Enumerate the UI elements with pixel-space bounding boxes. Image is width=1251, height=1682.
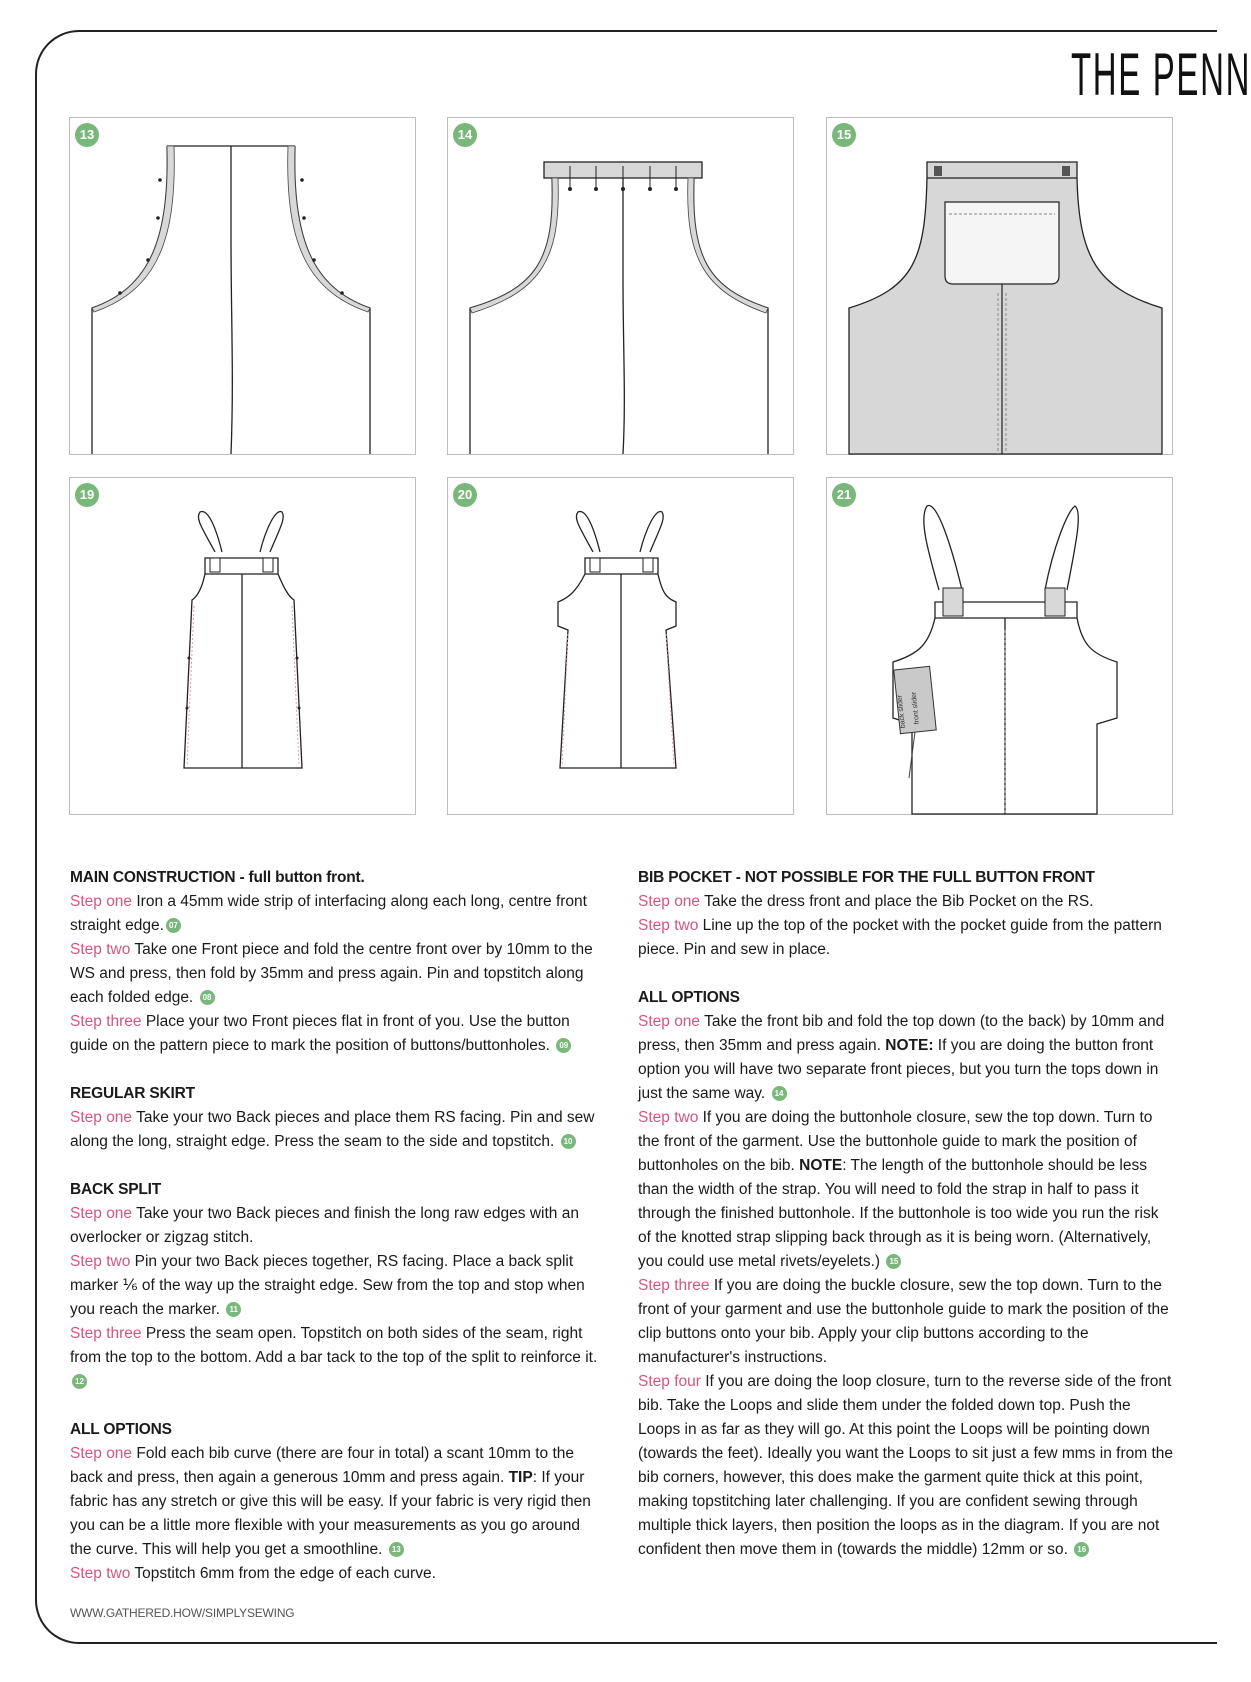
figure-ref-icon: 10	[561, 1134, 576, 1149]
instruction-step: Step three Press the seam open. Topstitch on both sides of the seam, right from the top to the bottom. Add a bar tack to the top of the split to reinforce it. 12	[70, 1322, 605, 1394]
step-label: Step three	[638, 1277, 710, 1294]
instruction-step: Step two Take one Front piece and fold the centre front over by 10mm to the WS and press, then fold by 35mm and press again. Pin and topstitch along each folded edge. 08	[70, 941, 593, 1006]
dress-split-diagram	[448, 478, 793, 814]
figure-number-badge: 19	[75, 483, 99, 507]
figure-14	[447, 117, 794, 455]
instruction-step: Step two Line up the top of the pocket with the pocket guide from the pattern piece. Pin and sew in place.	[638, 917, 1162, 958]
figure-number-badge: 21	[832, 483, 856, 507]
step-label: Step one	[70, 1445, 133, 1462]
instruction-step: Step three Place your two Front pieces flat in front of you. Use the button guide on the pattern piece to mark the position of buttons/buttonholes. 09	[70, 1013, 570, 1054]
step-label: Step one	[70, 1109, 133, 1126]
section-heading: MAIN CONSTRUCTION - full button front.	[70, 869, 365, 886]
section-heading: BACK SPLIT	[70, 1181, 162, 1198]
instruction-step: Step four If you are doing the loop closure, turn to the reverse side of the front bib. Take the Loops and slide them under the folded down top. Push the Loops in as far as they will go. At this point the Loops will be pointing down (towards the feet). Ideally you want the Loops to sit just a few mms in from the bib corners, however, this does make the garment quite thick at this point, making topstitching later challenging. If you are confident sewing through multiple thick layers, then position the loops as in the diagram. If you are not confident then move them in (towards the middle) 12mm or so. 16	[638, 1373, 1173, 1558]
figure-ref-icon: 12	[72, 1374, 87, 1389]
left-column	[70, 866, 605, 1586]
instruction-step: Step one Take the front bib and fold the top down (to the back) by 10mm and press, then 35mm and press again. NOTE: If you are doing the button front option you will have two separate front pieces, but you turn the tops down in just the same way. 14	[638, 1013, 1165, 1102]
figure-13	[69, 117, 416, 455]
figure-number-badge: 14	[453, 123, 477, 147]
step-label: Step one	[70, 1205, 133, 1222]
step-label: Step one	[638, 893, 701, 910]
step-label: Step three	[70, 1325, 142, 1342]
dress-back-sewn-diagram	[70, 478, 415, 814]
figure-number-badge: 15	[832, 123, 856, 147]
figure-21	[826, 477, 1173, 815]
front-slider-label: front slider	[910, 691, 921, 725]
step-label: Step two	[638, 1109, 699, 1126]
page-title: THE PENN	[1071, 41, 1251, 108]
step-label: Step two	[70, 1565, 131, 1582]
section-heading: ALL OPTIONS	[638, 989, 740, 1006]
figure-15	[826, 117, 1173, 455]
instruction-step: Step two Topstitch 6mm from the edge of each curve.	[70, 1565, 436, 1582]
right-column	[638, 866, 1173, 1562]
figure-ref-icon: 15	[886, 1254, 901, 1269]
step-label: Step one	[70, 893, 133, 910]
instruction-step: Step one Take your two Back pieces and place them RS facing. Pin and sew along the long, straight edge. Press the seam to the side and topstitch. 10	[70, 1109, 595, 1150]
footer-url[interactable]: WWW.GATHERED.HOW/SIMPLYSEWING	[70, 1606, 295, 1620]
figure-ref-icon: 08	[200, 990, 215, 1005]
section-heading: ALL OPTIONS	[70, 1421, 172, 1438]
bib-curve-pinned-diagram	[70, 118, 415, 454]
instruction-step: Step one Fold each bib curve (there are four in total) a scant 10mm to the back and press, then again a generous 10mm and press again. TIP: If your fabric has any stretch or give this will be easy. If your fabric is very rigid then you can be a little more flexible with your measurements as you go around the curve. This will help you get a smoothline. 13	[70, 1445, 591, 1558]
section-heading: BIB POCKET - NOT POSSIBLE FOR THE FULL BUTTON FRONT	[638, 869, 1095, 886]
slider-marker	[894, 666, 936, 733]
step-label: Step one	[638, 1013, 701, 1030]
bib-pocket-diagram	[827, 118, 1172, 454]
figure-number-badge: 20	[453, 483, 477, 507]
step-label: Step four	[638, 1373, 701, 1390]
figure-ref-icon: 13	[389, 1542, 404, 1557]
back-slider-label: back slider	[896, 694, 907, 729]
step-label: Step three	[70, 1013, 142, 1030]
step-label: Step two	[70, 941, 131, 958]
dress-slider-diagram	[827, 478, 1172, 814]
figure-ref-icon: 16	[1074, 1542, 1089, 1557]
step-label: Step two	[638, 917, 699, 934]
figure-20	[447, 477, 794, 815]
instruction-step: Step one Iron a 45mm wide strip of interfacing along each long, centre front straight edge. 07	[70, 893, 587, 934]
figure-ref-icon: 09	[556, 1038, 571, 1053]
instruction-step: Step two Pin your two Back pieces together, RS facing. Place a back split marker ⅙ of the way up the straight edge. Sew from the top and stop when you reach the marker. 11	[70, 1253, 585, 1318]
section-heading: REGULAR SKIRT	[70, 1085, 195, 1102]
instruction-step: Step two If you are doing the buttonhole closure, sew the top down. Turn to the front of the garment. Use the buttonhole guide to mark the position of buttonholes on the bib. NOTE: The length of the buttonhole should be less than the width of the strap. You will need to fold the strap in half to pass it through the finished buttonhole. If the buttonhole is too wide you run the risk of the knotted strap slipping back through as it is being worn. (Alternatively, you could use metal rivets/eyelets.) 15	[638, 1109, 1159, 1270]
figure-19	[69, 477, 416, 815]
figure-ref-icon: 14	[772, 1086, 787, 1101]
figure-ref-icon: 11	[226, 1302, 241, 1317]
figure-ref-icon: 07	[166, 918, 181, 933]
figure-number-badge: 13	[75, 123, 99, 147]
bib-top-fold-diagram	[448, 118, 793, 454]
step-label: Step two	[70, 1253, 131, 1270]
instruction-step: Step one Take the dress front and place the Bib Pocket on the RS.	[638, 893, 1094, 910]
instruction-step: Step one Take your two Back pieces and finish the long raw edges with an overlocker or zigzag stitch.	[70, 1205, 579, 1246]
instruction-step: Step three If you are doing the buckle closure, sew the top down. Turn to the front of your garment and use the buttonhole guide to mark the position of the clip buttons onto your bib. Apply your clip buttons according to the manufacturer's instructions.	[638, 1277, 1169, 1366]
